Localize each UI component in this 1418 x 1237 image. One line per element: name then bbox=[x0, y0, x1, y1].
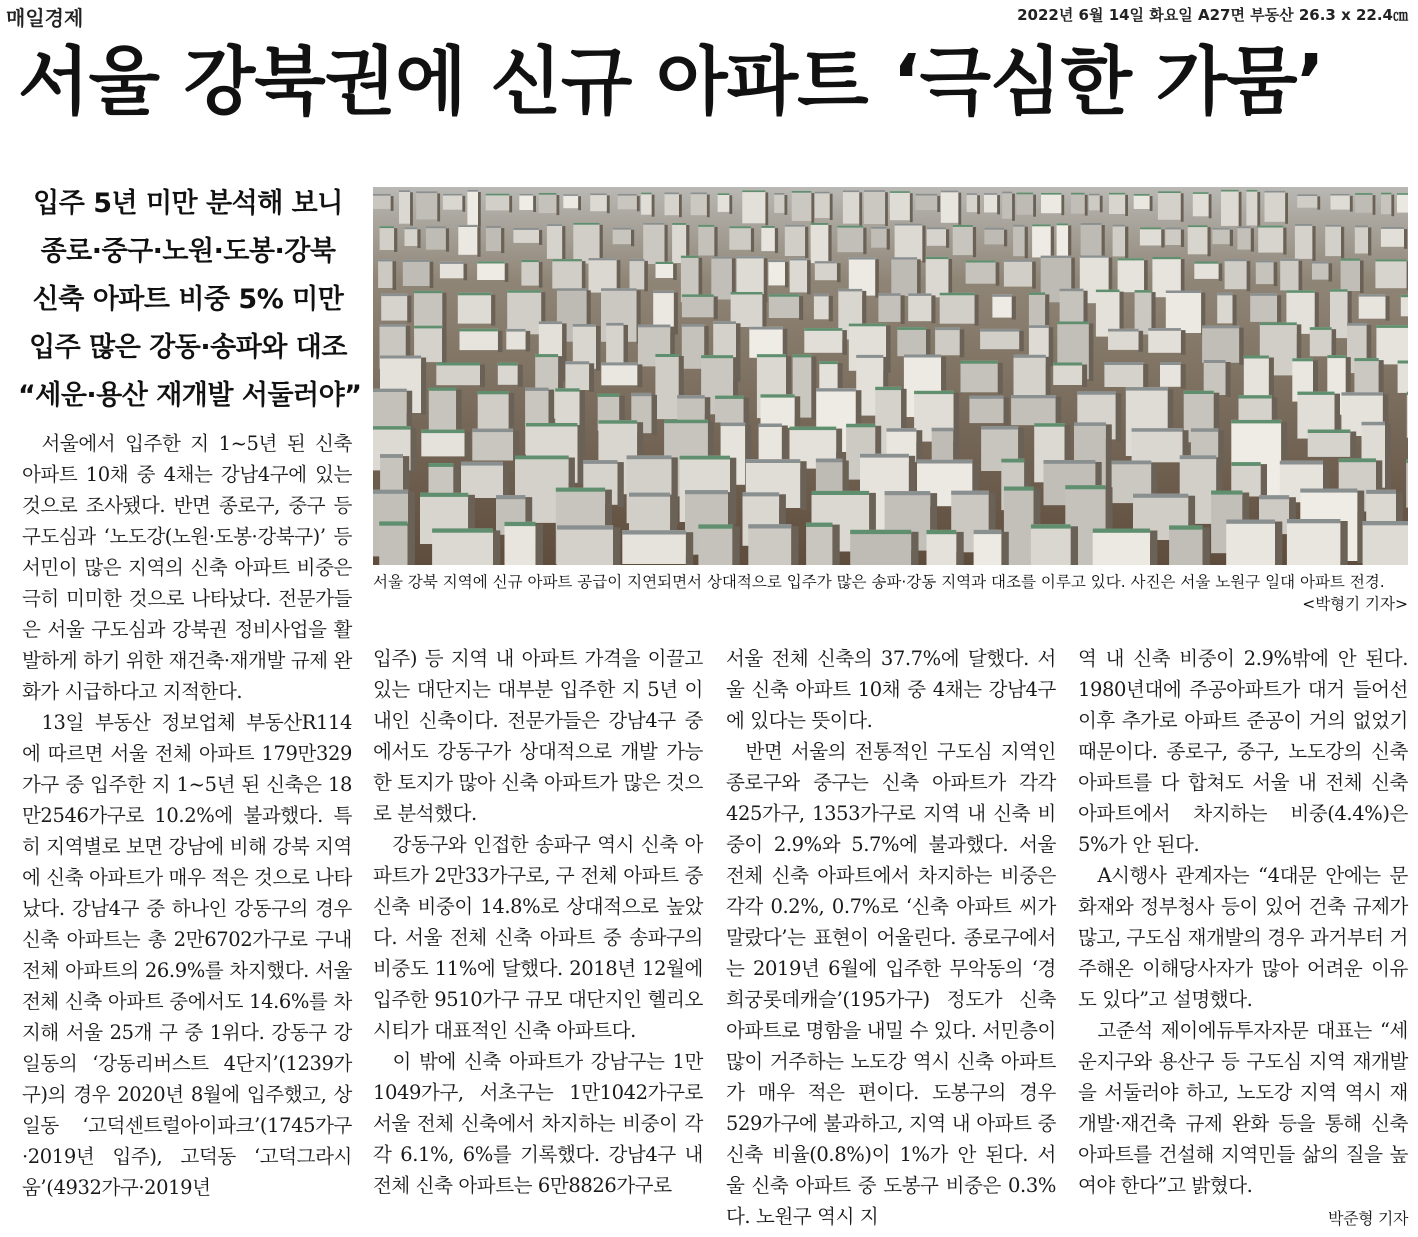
headline: 서울 강북권에 신규 아파트 ‘극심한 가뭄’ bbox=[18, 39, 1324, 125]
paragraph: 반면 서울의 전통적인 구도심 지역인 종로구와 중구는 신축 아파트가 각각 425가구, 1353가구로 지역 내 신축 비중이 2.9%와 5.7%에 불과했다. 서울 전체 신축 아파트에서 차지하는 비중은 각각 0.2%, 0.7%로 ‘신축 아파트 씨가 말랐다’는 표현이 어울린다. 종로구에서는 2019년 6월에 입주한 무악동의 ‘경희궁롯데캐슬’(195가구) 정도가 신축 아파트로 명함을 내밀 수 있다. 서민층이 많이 거주하는 노도강 역시 신축 아파트가 매우 적은 편이다. 도봉구의 경우 529가구에 불과하고, 지역 내 아파트 중 신축 비율(0.8%)이 1%가 안 된다. 서울 신축 아파트 중 도봉구 비중은 0.3%다. 노원구 역시 지 bbox=[726, 740, 1056, 1228]
caption-text: 서울 강북 지역에 신규 아파트 공급이 지연되면서 상대적으로 입주가 많은 송파·강동 지역과 대조를 이루고 있다. 사진은 서울 노원구 일대 아파트 전경. bbox=[373, 573, 1385, 591]
article-column-4 bbox=[1078, 643, 1408, 1234]
apartment-aerial-photo bbox=[373, 187, 1408, 565]
photo-caption bbox=[373, 571, 1408, 615]
paragraph: 13일 부동산 정보업체 부동산R114에 따르면 서울 전체 아파트 179만329가구 중 입주한 지 1~5년 된 신축은 18만2546가구로 10.2%에 불과했다. 특히 지역별로 보면 강남에 비해 강북 지역에 신축 아파트가 매우 적은 것으로 나타났다. 강남4구 중 하나인 강동구의 경우 신축 아파트는 총 2만6702가구로 구내 전체 아파트의 26.9%를 차지했다. 서울 전체 신축 아파트 중에서도 14.6%를 차지해 서울 25개 구 중 1위다. 강동구 강일동의 ‘강동리버스트 4단지’(1239가구)의 경우 2020년 8월에 입주했고, 상일동 ‘고덕센트럴아이파크’(1745가구·2019년 입주), 고덕동 ‘고덕그라시움’(4932가구·2019년 bbox=[22, 711, 352, 1199]
article-column-3 bbox=[726, 643, 1056, 1232]
subheadline: 입주 많은 강동·송파와 대조 bbox=[29, 332, 347, 363]
subheadline: “세운·용산 재개발 서둘러야” bbox=[18, 380, 362, 411]
article-column-2 bbox=[373, 643, 703, 1201]
paragraph: 역 내 신축 비중이 2.9%밖에 안 된다. 1980년대에 주공아파트가 대거 들어선 이후 추가로 아파트 준공이 거의 없었기 때문이다. 종로구, 중구, 노도강의 신축 아파트를 다 합쳐도 서울 내 전체 신축 아파트에서 차지하는 비중(4.4%)은 5%가 안 된다. bbox=[1078, 647, 1408, 856]
byline: 박준형 기자 bbox=[1328, 1209, 1408, 1228]
subheadlines bbox=[18, 180, 362, 420]
paragraph: A시행사 관계자는 “4대문 안에는 문화재와 정부청사 등이 있어 건축 규제가 많고, 구도심 재개발의 경우 과거부터 거주해온 이해당사자가 많아 어려운 이유도 있다”고 설명했다. bbox=[1078, 864, 1408, 1011]
paragraph: 서울 전체 신축의 37.7%에 달했다. 서울 신축 아파트 10채 중 4채는 강남4구에 있다는 뜻이다. bbox=[726, 647, 1056, 732]
article-column-1 bbox=[22, 428, 352, 1203]
subheadline: 입주 5년 미만 분석해 보니 bbox=[33, 188, 343, 219]
subheadline: 종로·중구·노원·도봉·강북 bbox=[40, 236, 336, 267]
paragraph: 서울에서 입주한 지 1~5년 된 신축 아파트 10채 중 4채는 강남4구에 있는 것으로 조사됐다. 반면 종로구, 중구 등 구도심과 ‘노도강(노원·도봉·강북구)’ 등 서민이 많은 지역의 신축 아파트 비중은 극히 미미한 것으로 나타났다. 전문가들은 서울 구도심과 강북권 정비사업을 활발하게 하기 위한 재건축·재개발 규제 완화가 시급하다고 지적한다. bbox=[22, 432, 352, 703]
paragraph: 이 밖에 신축 아파트가 강남구는 1만1049가구, 서초구는 1만1042가구로 서울 전체 신축에서 차지하는 비중이 각각 6.1%, 6%를 기록했다. 강남4구 내 전체 신축 아파트는 6만8826가구로 bbox=[373, 1050, 703, 1197]
paragraph: 고준석 제이에듀투자자문 대표는 “세운지구와 용산구 등 구도심 지역 재개발을 서둘러야 하고, 노도강 지역 역시 재개발·재건축 규제 완화 등을 통해 신축 아파트를 건설해 지역민들 삶의 질을 높여야 한다”고 밝혔다. bbox=[1078, 1019, 1408, 1197]
photo-credit: <박형기 기자> bbox=[1302, 595, 1408, 613]
masthead: 매일경제 bbox=[6, 6, 84, 30]
paragraph: 입주) 등 지역 내 아파트 가격을 이끌고 있는 대단지는 대부분 입주한 지 5년 이내인 신축이다. 전문가들은 강남4구 중에서도 강동구가 상대적으로 개발 가능한 토지가 많아 신축 아파트가 많은 것으로 분석했다. bbox=[373, 647, 703, 825]
paragraph: 강동구와 인접한 송파구 역시 신축 아파트가 2만33가구로, 구 전체 아파트 중 신축 비중이 14.8%로 상대적으로 높았다. 서울 전체 신축 아파트 중 송파구의 비중도 11%에 달했다. 2018년 12월에 입주한 9510가구 규모 대단지인 헬리오시티가 대표적인 신축 아파트다. bbox=[373, 833, 703, 1042]
subheadline: 신축 아파트 비중 5% 미만 bbox=[32, 284, 344, 315]
publication-info: 2022년 6월 14일 화요일 A27면 부동산 26.3 x 22.4㎝ bbox=[1017, 6, 1408, 24]
